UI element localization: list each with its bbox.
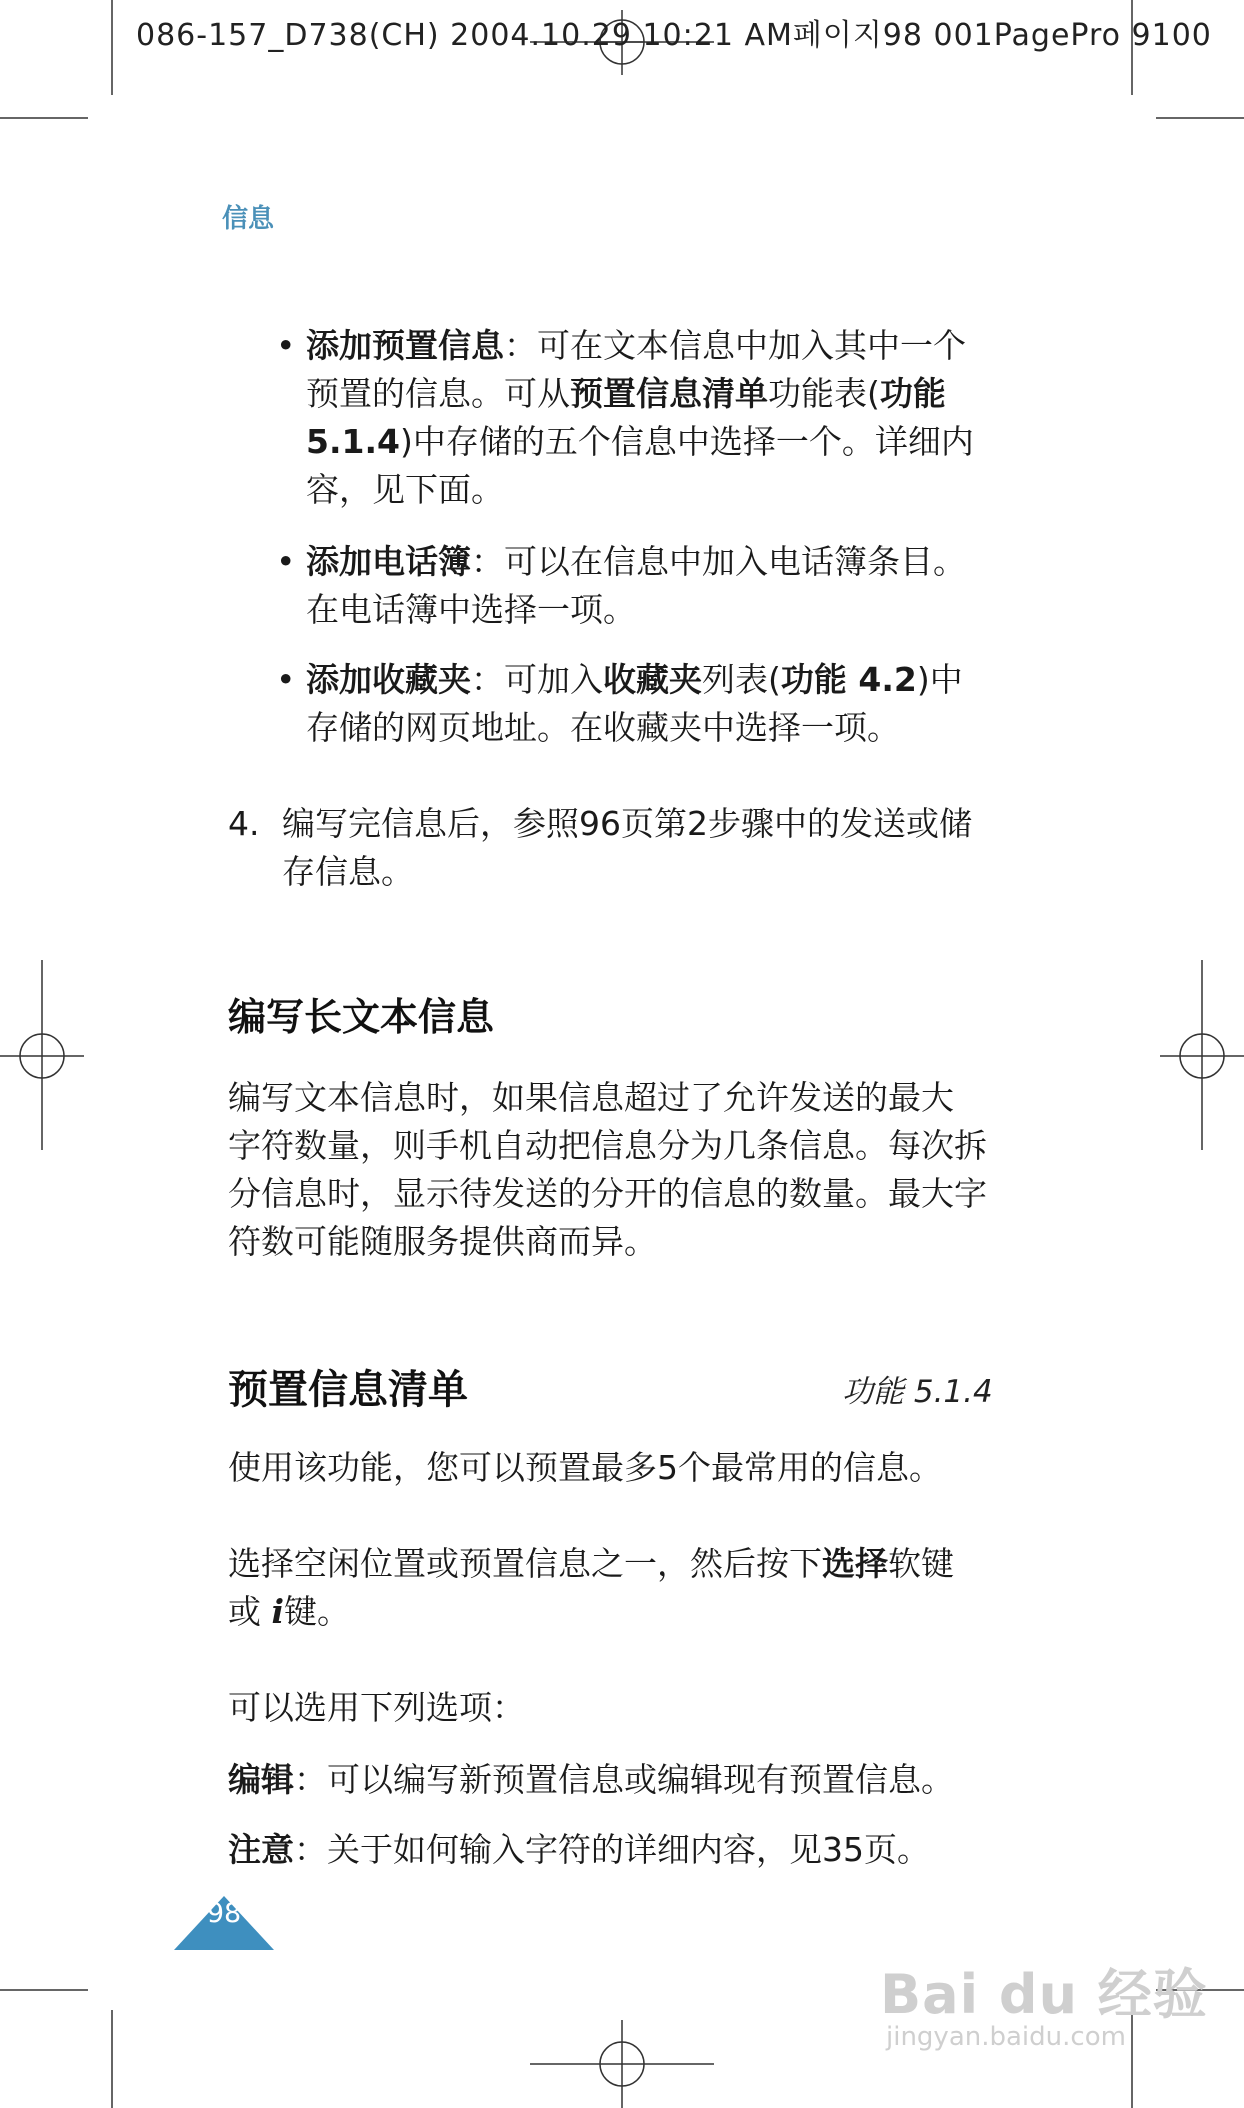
note-term: 注意 [228,1830,294,1869]
separator: ： [471,542,504,581]
text: ：可以编写新预置信息或编辑现有预置信息。 [294,1760,954,1799]
preset-paragraph-2 [228,1540,1008,1636]
bullet-term: 添加预置信息 [306,326,504,365]
bullet-term: 添加收藏夹 [306,660,471,699]
bold-ref: 预置信息清单 [570,374,768,413]
option-edit [228,1756,954,1804]
bullet-add-favorites [276,656,996,752]
print-header: 086-157_D738(CH) 2004.10.29 10:21 AM페이지98 001PagePro 9100 [136,18,1212,53]
select-softkey-label: 选择 [822,1544,888,1583]
separator: ： [504,326,537,365]
preset-paragraph-1: 使用该功能，您可以预置最多5个最常用的信息。 [228,1448,942,1487]
info-key-icon: i [271,1592,285,1631]
text: 选择空闲位置或预置信息之一，然后按下 [228,1544,822,1583]
bold-func: 功能 4.2 [780,660,917,699]
text: 存储的网页地址。在收藏夹中选择一项。 [306,708,900,747]
option-term: 编辑 [228,1760,294,1799]
separator: ： [471,660,504,699]
text: 可以在信息中加入电话簿条目。 [504,542,966,581]
bold-func: 功能 [879,374,946,413]
text: 或 [228,1592,272,1631]
note [228,1826,930,1874]
text: 键。 [284,1592,351,1631]
text: 容，见下面。 [306,470,504,509]
text: 在电话簿中选择一项。 [306,590,636,629]
heading-preset-list: 预置信息清单 [228,1367,468,1413]
heading-long-text: 编写长文本信息 [228,995,495,1039]
bold-func-num: 5.1.4 [306,422,400,461]
text: 列表( [702,660,781,699]
text: 分信息时，显示待发送的分开的信息的数量。最大字 [228,1174,987,1213]
text: 软键 [888,1544,954,1583]
text: 符数可能随服务提供商而异。 [228,1222,657,1261]
watermark-logo: Bai du 经验 [880,1963,1208,2026]
bullet-add-preset [276,322,996,514]
bullet-dot: • [276,660,296,699]
text: 编写文本信息时，如果信息超过了允许发送的最大 [228,1078,954,1117]
watermark-url: jingyan.baidu.com [886,2022,1126,2052]
text: 可在文本信息中加入其中一个 [537,326,966,365]
text: 预置的信息。可从 [306,374,570,413]
text: 编写完信息后，参照96页第2步骤中的发送或储 [282,804,972,843]
text: )中 [916,660,963,699]
text: 功能表( [768,374,880,413]
section-label: 信息 [222,204,275,234]
text: ：关于如何输入字符的详细内容，见35页。 [294,1830,930,1869]
function-number: 功能 5.1.4 [842,1374,993,1410]
bullet-dot: • [276,326,296,365]
bullet-add-phonebook [276,538,996,634]
text: 存信息。 [282,852,414,891]
bold-ref: 收藏夹 [603,660,702,699]
step-4 [228,800,1008,896]
text: 字符数量，则手机自动把信息分为几条信息。每次拆 [228,1126,987,1165]
long-text-paragraph [228,1074,988,1266]
text: 可加入 [504,660,603,699]
text: )中存储的五个信息中选择一个。详细内 [399,422,974,461]
bullet-dot: • [276,542,296,581]
bullet-term: 添加电话簿 [306,542,471,581]
page-number: 98 [206,1898,242,1929]
preset-paragraph-3: 可以选用下列选项： [228,1688,525,1727]
step-number: 4. [228,804,260,843]
